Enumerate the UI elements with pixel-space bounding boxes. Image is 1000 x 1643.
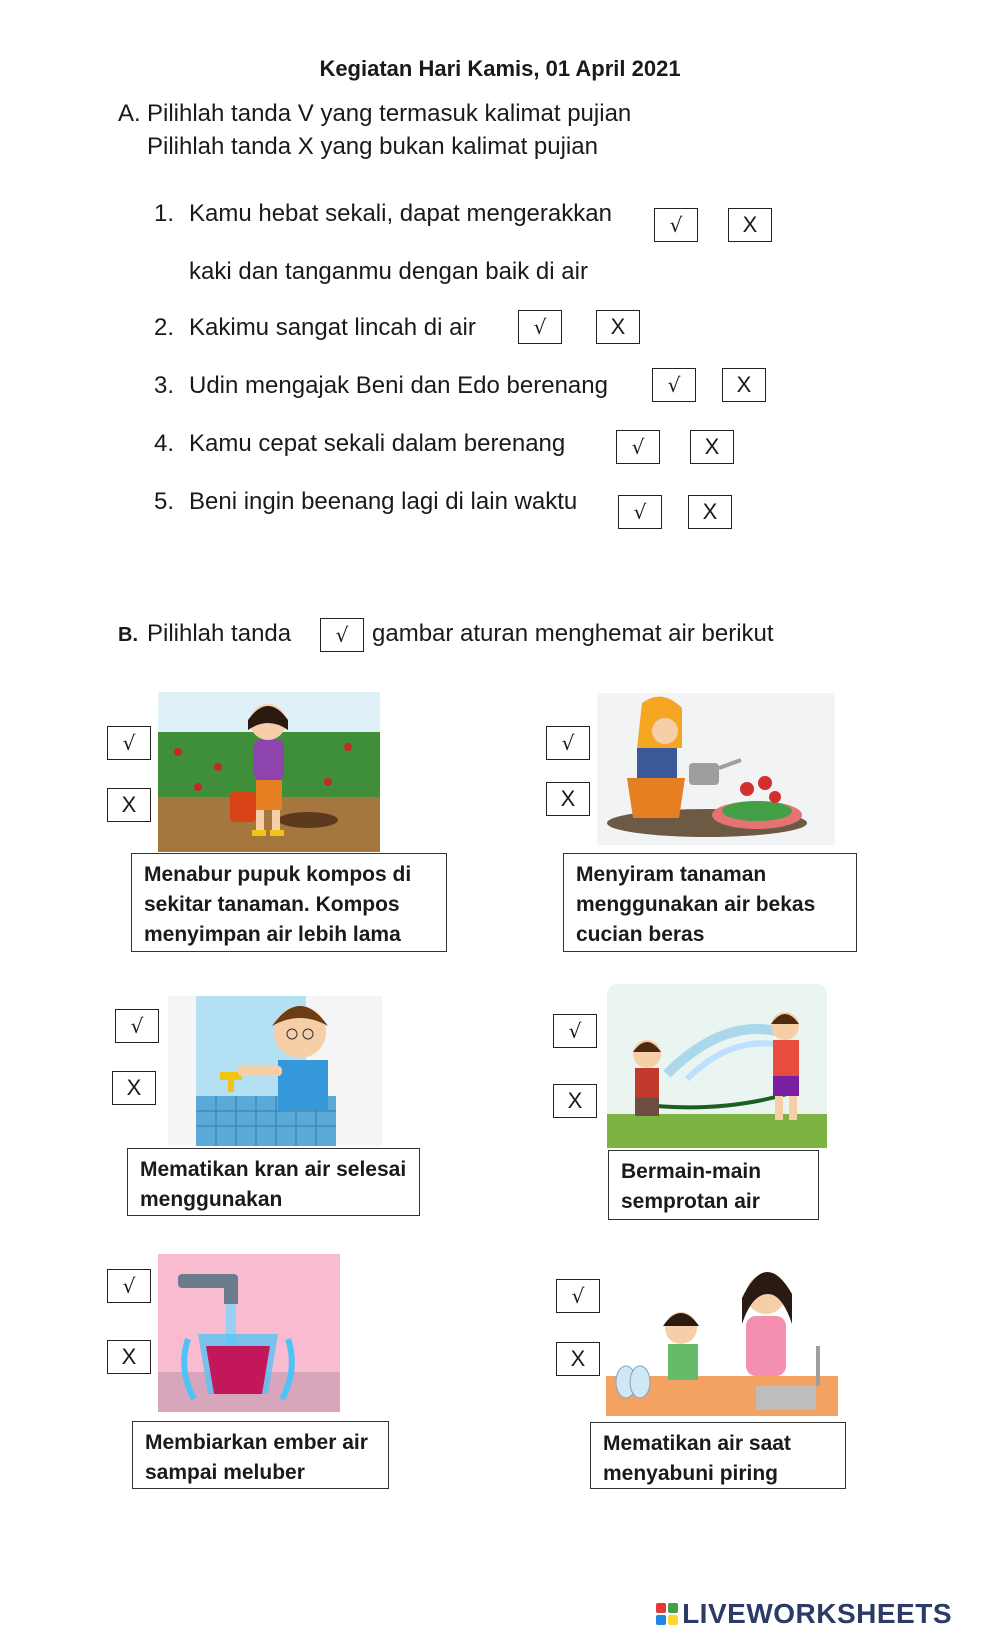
question-text: Beni ingin beenang lagi di lain waktu (189, 488, 578, 515)
logo-mark-icon (656, 1603, 678, 1625)
question-text: Kamu hebat sekali, dapat mengerakkan (189, 200, 612, 227)
check-option-2[interactable]: √ (518, 310, 562, 344)
check-option-b5[interactable]: √ (107, 1269, 151, 1303)
caption-b3: Mematikan kran air selesai menggunakan (127, 1148, 420, 1216)
section-a-instruction-1: Pilihlah tanda V yang termasuk kalimat pujian (147, 100, 632, 127)
liveworksheets-logo (656, 1598, 952, 1630)
section-b-instruction-prefix: Pilihlah tanda (147, 620, 292, 647)
logo-text: LIVEWORKSHEETS (682, 1598, 952, 1629)
cross-option-3[interactable]: X (722, 368, 766, 402)
check-option-b6[interactable]: √ (556, 1279, 600, 1313)
check-option-b3[interactable]: √ (115, 1009, 159, 1043)
question-number: 1. (154, 200, 175, 227)
check-option-b4[interactable]: √ (553, 1014, 597, 1048)
cross-option-b5[interactable]: X (107, 1340, 151, 1374)
check-option-b2[interactable]: √ (546, 726, 590, 760)
cross-option-2[interactable]: X (596, 310, 640, 344)
caption-b4: Bermain-main semprotan air (608, 1150, 819, 1220)
cross-option-4[interactable]: X (690, 430, 734, 464)
question-text-continued: kaki dan tanganmu dengan baik di air (189, 258, 588, 285)
image-girl-fertilizing (158, 692, 380, 852)
cross-option-b3[interactable]: X (112, 1071, 156, 1105)
caption-b1: Menabur pupuk kompos di sekitar tanaman. Kompos menyimpan air lebih lama (131, 853, 447, 952)
section-b-instruction-suffix: gambar aturan menghemat air berikut (372, 620, 774, 647)
question-number: 3. (154, 372, 175, 399)
image-boy-closing-tap (168, 996, 382, 1146)
check-option-1[interactable]: √ (654, 208, 698, 242)
caption-b2: Menyiram tanaman menggunakan air bekas cucian beras (563, 853, 857, 952)
question-number: 4. (154, 430, 175, 457)
section-a-letter: A. (118, 100, 141, 127)
section-b-letter: B. (118, 624, 138, 646)
check-option-b1[interactable]: √ (107, 726, 151, 760)
image-kids-playing-hose (607, 984, 827, 1148)
check-option-4[interactable]: √ (616, 430, 660, 464)
check-option-5[interactable]: √ (618, 495, 662, 529)
cross-option-5[interactable]: X (688, 495, 732, 529)
page-title: Kegiatan Hari Kamis, 01 April 2021 (319, 56, 681, 81)
question-text: Kakimu sangat lincah di air (189, 314, 476, 341)
image-washing-dishes (606, 1258, 838, 1416)
check-sample-box: √ (320, 618, 364, 652)
image-girl-watering (597, 693, 835, 845)
check-option-3[interactable]: √ (652, 368, 696, 402)
caption-b6: Mematikan air saat menyabuni piring (590, 1422, 846, 1489)
cross-option-b1[interactable]: X (107, 788, 151, 822)
question-text: Kamu cepat sekali dalam berenang (189, 430, 566, 457)
caption-b5: Membiarkan ember air sampai meluber (132, 1421, 389, 1489)
question-number: 5. (154, 488, 175, 515)
image-bucket-overflowing (158, 1254, 340, 1412)
cross-option-b6[interactable]: X (556, 1342, 600, 1376)
section-a-instruction-2: Pilihlah tanda X yang bukan kalimat pujian (147, 133, 598, 160)
question-number: 2. (154, 314, 175, 341)
question-text: Udin mengajak Beni dan Edo berenang (189, 372, 608, 399)
cross-option-1[interactable]: X (728, 208, 772, 242)
cross-option-b4[interactable]: X (553, 1084, 597, 1118)
cross-option-b2[interactable]: X (546, 782, 590, 816)
